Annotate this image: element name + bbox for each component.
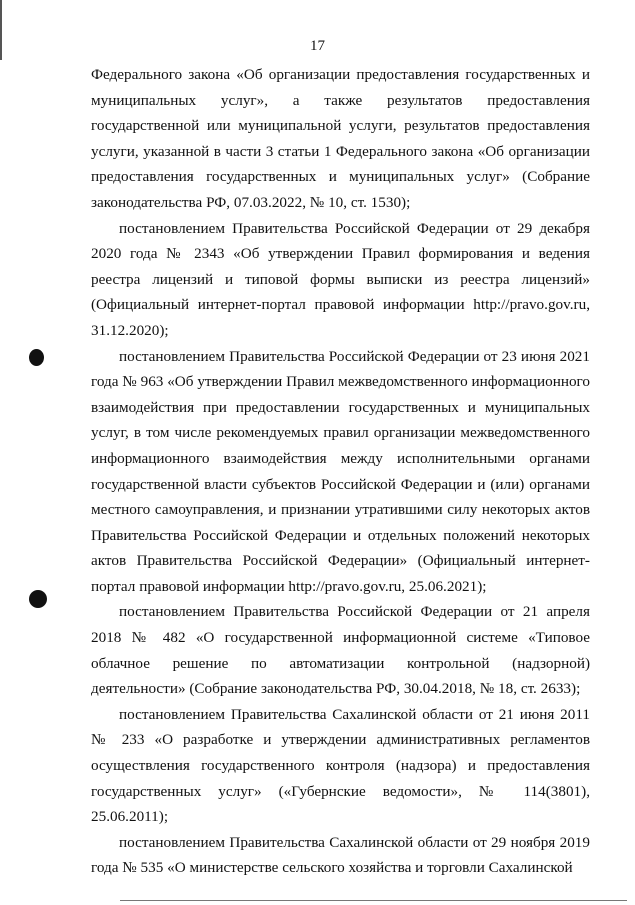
paragraph: Федерального закона «Об организации предоставления государственных и муниципальных услуг», а также результатов предоставления государственной или муниципальной услуги, результатов предоставления услуги, указанной в части 3 статьи 1 Федерального закона «Об организации предоставления государственных и муниципальных услуг» (Собрание законодательства РФ, 07.03.2022, № 10, ст. 1530); [91, 66, 590, 211]
body-text [91, 62, 590, 881]
binding-hole-mark [29, 349, 44, 366]
page-number: 17 [310, 38, 325, 54]
paragraph: постановлением Правительства Российской Федерации от 29 декабря 2020 года № 2343 «Об утверждении Правил формирования и ведения реестра лицензий и типовой формы выписки из реестра лицензий» (Официальный интернет-портал правовой информации http://pravo.gov.ru, 31.12.2020); [91, 219, 590, 339]
scan-edge-bottom [120, 900, 627, 901]
paragraph: постановлением Правительства Российской Федерации от 23 июня 2021 года № 963 «Об утверждении Правил межведомственного информационного взаимодействия при предоставлении государственных и муниципальных услуг, в том числе рекомендуемых правил организации межведомственного информационного взаимодействия между исполнительными органами государственной власти субъектов Российской Федерации и (или) органами местного самоуправления, и признании утратившими силу некоторых актов Правительства Российской Федерации и отдельных положений некоторых актов Правительства Российской Федерации» (Официальный интернет-портал правовой информации http://pravo.gov.ru, 25.06.2021); [91, 347, 590, 595]
paragraph: постановлением Правительства Сахалинской области от 21 июня 2011 № 233 «О разработке и утверждении административных регламентов осуществления государственного контроля (надзора) и предоставления государственных услуг» («Губернские ведомости», № 114(3801), 25.06.2011); [91, 705, 590, 826]
binding-hole-mark [29, 590, 47, 608]
paragraph: постановлением Правительства Российской Федерации от 21 апреля 2018 № 482 «О государственной информационной системе «Типовое облачное решение по автоматизации контрольной (надзорной) деятельности» (Собрание законодательства РФ, 30.04.2018, № 18, ст. 2633); [91, 603, 590, 698]
paragraph: постановлением Правительства Сахалинской области от 29 ноября 2019 года № 535 «О министерстве сельского хозяйства и торговли Сахалинской [91, 833, 590, 877]
